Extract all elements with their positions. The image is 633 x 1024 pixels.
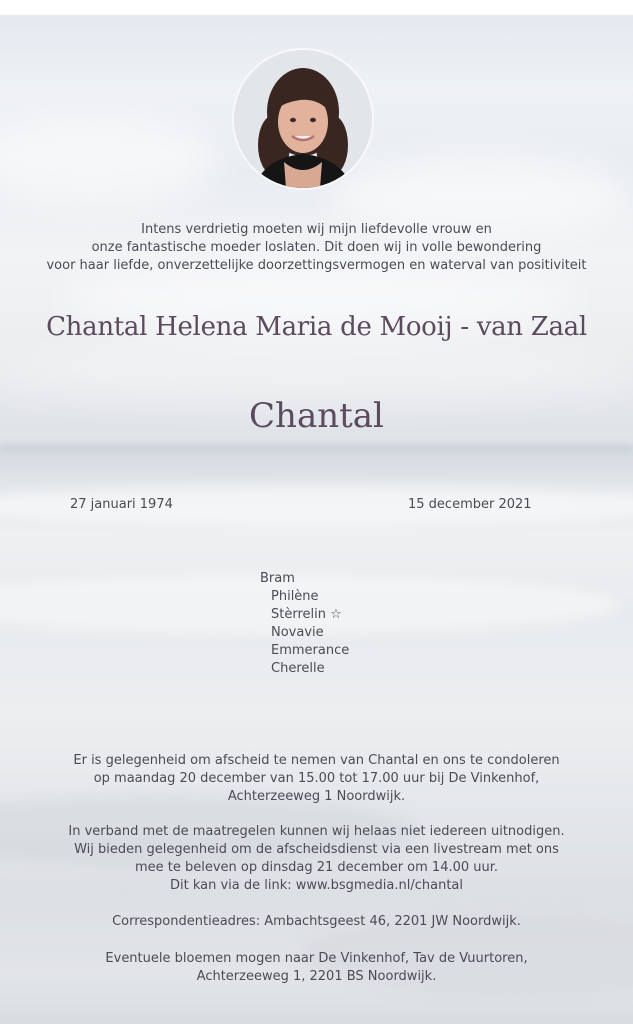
intro-text xyxy=(0,221,633,275)
child-name: Philène xyxy=(271,589,319,604)
service-line: In verband met de maatregelen kunnen wij helaas niet iedereen uitnodigen. xyxy=(68,824,565,839)
child-name: Emmerance xyxy=(271,643,350,658)
correspondence-address: Correspondentieadres: Ambachtsgeest 46, 2201 JW Noordwijk. xyxy=(112,914,521,929)
memorial-card xyxy=(0,15,633,1024)
sky-cloud xyxy=(0,115,220,205)
full-name: Chantal Helena Maria de Mooij - van Zaal xyxy=(46,312,587,342)
child-name: Cherelle xyxy=(271,661,325,676)
intro-line: Intens verdrietig moeten wij mijn liefdevolle vrouw en xyxy=(141,222,492,237)
call-name: Chantal xyxy=(249,396,384,436)
horizon-line xyxy=(0,445,633,451)
flowers-text xyxy=(0,950,633,986)
family-children xyxy=(271,588,349,678)
farewell-text xyxy=(0,752,633,806)
farewell-line: Achterzeeweg 1 Noordwijk. xyxy=(227,789,406,804)
flowers-line: Eventuele bloemen mogen naar De Vinkenhof, Tav de Vuurtoren, xyxy=(105,951,528,966)
service-line: Wij bieden gelegenheid om de afscheidsdienst via een livestream met ons xyxy=(74,842,559,857)
child-name: Novavie xyxy=(271,625,324,640)
death-date: 15 december 2021 xyxy=(408,497,532,512)
birth-date: 27 januari 1974 xyxy=(70,497,173,512)
intro-line: onze fantastische moeder loslaten. Dit doen wij in volle bewondering xyxy=(91,240,542,255)
farewell-line: op maandag 20 december van 15.00 tot 17.00 uur bij De Vinkenhof, xyxy=(93,771,540,786)
flowers-line: Achterzeeweg 1, 2201 BS Noordwijk. xyxy=(196,969,437,984)
livestream-link[interactable]: Dit kan via de link: www.bsgmedia.nl/chantal xyxy=(169,878,463,893)
portrait-photo xyxy=(234,50,372,188)
farewell-line: Er is gelegenheid om afscheid te nemen van Chantal en ons te condoleren xyxy=(73,753,560,768)
child-name: Stèrrelin ☆ xyxy=(271,607,342,622)
family-spouse: Bram xyxy=(260,571,295,586)
service-text xyxy=(0,823,633,895)
portrait-image xyxy=(234,50,372,188)
intro-line: voor haar liefde, onverzettelijke doorzettingsvermogen en waterval van positiviteit xyxy=(46,258,587,273)
service-line: mee te beleven op dinsdag 21 december om 14.00 uur. xyxy=(134,860,499,875)
